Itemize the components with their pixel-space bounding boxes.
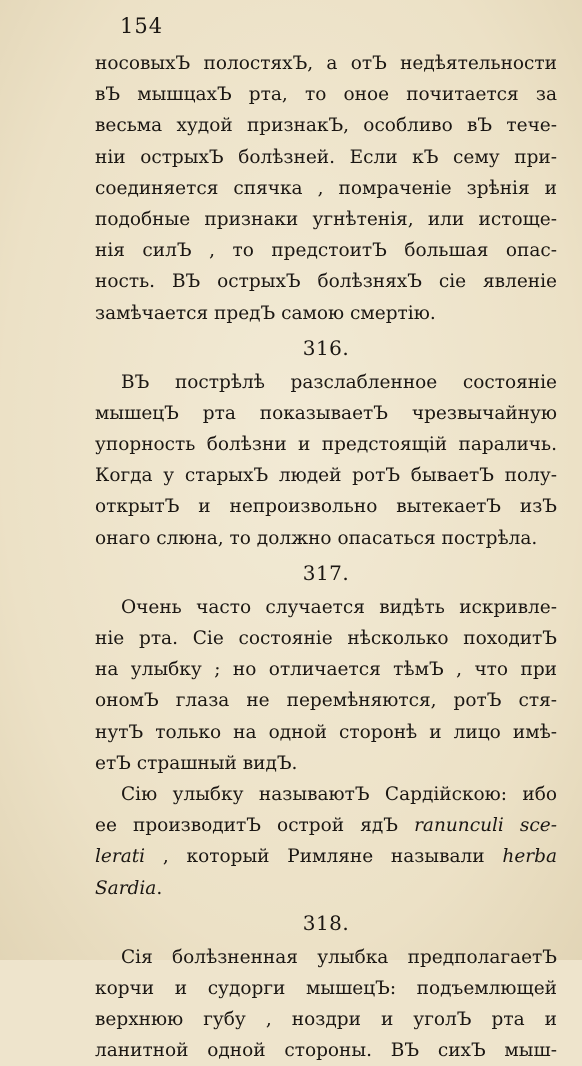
section-number: 316.	[302, 335, 350, 360]
text-segment: открытЪ и непроизвольно вытекаетЪ изЪ	[95, 496, 557, 518]
text-line	[95, 592, 557, 623]
text-segment: ность. ВЪ острыхЪ болѣзняхЪ сiе явленiе	[95, 271, 557, 293]
text-line	[95, 173, 557, 204]
text-segment: замѣчается предЪ самою смертiю.	[95, 302, 436, 324]
text-line	[95, 748, 557, 779]
text-segment: нiе рта. Сiе состоянiе нѣсколько походитЪ	[95, 628, 557, 649]
text-line	[95, 942, 557, 973]
text-segment: Очень часто случается видѣть искривле-	[121, 596, 557, 618]
text-line	[95, 491, 557, 522]
text-segment: корчи и судорги мышецЪ: подъемлющей	[95, 977, 557, 999]
text-segment: весьма худой признакЪ, особливо вЪ тече-	[95, 115, 557, 137]
text-segment: нiя силЪ , то предстоитЪ большая опас-	[95, 240, 557, 262]
section-number: 317.	[302, 560, 350, 585]
section-number: 318.	[302, 910, 350, 935]
text-segment: Когда у старыхЪ людей ротЪ бываетЪ полу-	[95, 465, 557, 487]
text-line	[95, 523, 557, 554]
text-line	[95, 142, 557, 173]
text-line	[95, 1035, 557, 1066]
text-line	[95, 973, 557, 1004]
text-segment: упорность болѣзни и предстоящiй параличь.	[95, 434, 557, 456]
text-segment: онаго слюна, то должно опасаться пострѣла.	[95, 527, 538, 549]
text-segment: ланитной одной стороны. ВЪ сихЪ мыш-	[95, 1040, 557, 1062]
text-line	[95, 779, 557, 810]
text-line	[95, 717, 557, 748]
text-segment: на улыбку ; но отличается тѣмЪ , что при	[95, 659, 557, 681]
text-line	[95, 367, 557, 398]
text-segment: соединяется спячка , помраченiе зрѣнiя и	[95, 177, 557, 199]
text-line	[95, 460, 557, 491]
text-line	[95, 79, 557, 110]
text-segment: Сiю улыбку называютЪ Сардiйскою: ибо	[121, 783, 557, 805]
text-line	[95, 235, 557, 266]
text-segment: , который Римляне называли	[145, 846, 503, 868]
italic-text: lerati	[95, 846, 146, 868]
text-segment: подобные признаки угнѣтенiя, или истоще-	[95, 208, 557, 230]
page-number: 154	[120, 14, 164, 38]
text-line	[95, 266, 557, 297]
text-line	[95, 429, 557, 460]
text-line	[95, 685, 557, 716]
text-line	[95, 654, 557, 685]
text-line	[95, 623, 557, 654]
text-segment: нiи острыхЪ болѣзней. Если кЪ сему при-	[95, 146, 557, 168]
italic-text: ranunculi sce-	[414, 815, 557, 837]
text-segment: носовыхЪ полостяхЪ, а отЪ недѣятельности	[95, 53, 557, 74]
text-segment: ее производитЪ острой ядЪ	[95, 815, 415, 837]
text-segment: Сiя болѣзненная улыбка предполагаетЪ	[121, 946, 557, 968]
text-line	[95, 204, 557, 235]
text-segment: верхнюю губу , ноздри и уголЪ рта и	[95, 1009, 557, 1031]
text-segment: вЪ мышцахЪ рта, то оное почитается за	[95, 84, 557, 106]
text-line	[95, 398, 557, 429]
text-segment: ономЪ глаза не перемѣняются, ротЪ стя-	[95, 690, 557, 712]
text-line	[95, 298, 557, 329]
text-segment: етЪ страшный видЪ.	[95, 752, 298, 774]
text-segment: ВЪ пострѣлѣ разслабленное состоянiе	[121, 371, 557, 393]
text-line	[95, 841, 557, 872]
italic-text: herba	[502, 846, 557, 868]
page-body	[95, 48, 557, 1066]
text-line	[95, 48, 557, 79]
italic-text: Sardia	[95, 877, 157, 899]
text-segment: нутЪ только на одной сторонѣ и лицо имѣ-	[95, 721, 557, 743]
text-line	[95, 1004, 557, 1035]
text-line	[95, 810, 557, 841]
text-segment: .	[156, 877, 163, 899]
text-line	[95, 110, 557, 141]
text-segment: мышецЪ рта показываетЪ чрезвычайную	[95, 402, 557, 424]
text-line	[95, 873, 557, 904]
